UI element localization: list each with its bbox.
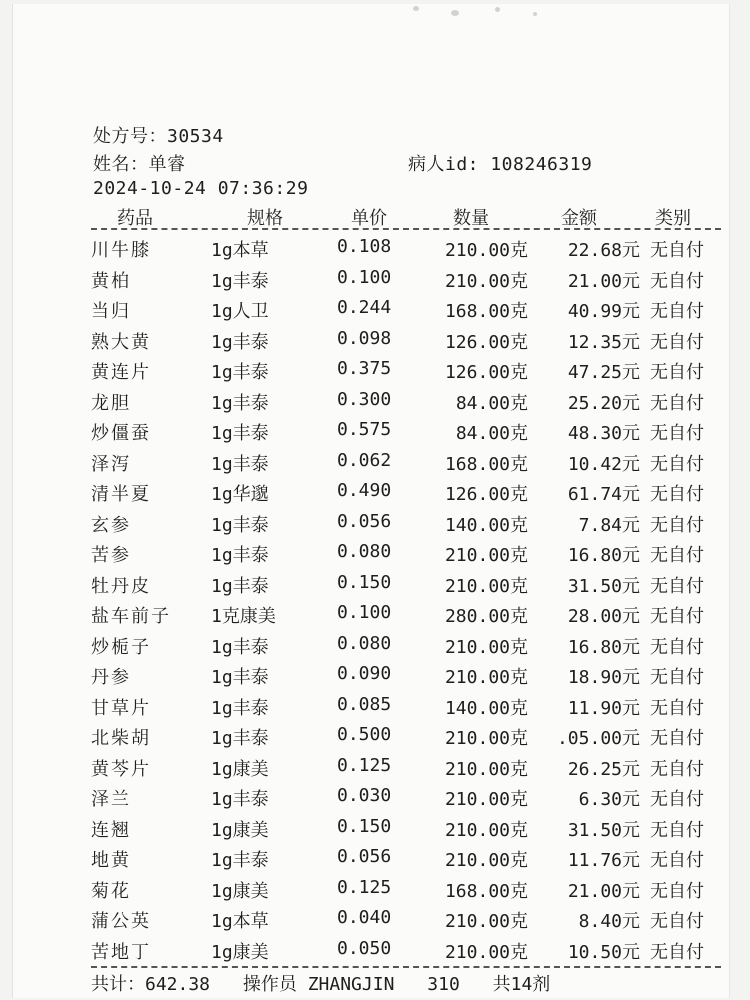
drug-spec: 1g丰泰 (211, 423, 269, 444)
category: 无自付 (650, 667, 704, 688)
quantity: 210.00克 (444, 270, 528, 292)
quantity: 210.00克 (444, 240, 528, 261)
drug-spec: 1g丰泰 (211, 636, 269, 658)
footer-divider (91, 966, 721, 968)
operator: 操作员 ZHANGJIN (242, 974, 395, 995)
amount: 61.74元 (567, 484, 640, 505)
amount: 16.80元 (567, 636, 640, 658)
table-row (13, 814, 729, 845)
drug-name: 泽泻 (91, 453, 131, 475)
drug-name: 菊花 (91, 880, 131, 902)
quantity: 210.00克 (444, 545, 528, 566)
prescription-number: 处方号：30534 (93, 126, 224, 147)
drug-name: 蒲公英 (91, 911, 151, 932)
drug-spec: 1g康美 (211, 758, 269, 780)
dose-count: 共14剂 (492, 974, 551, 995)
amount: 16.80元 (567, 545, 640, 566)
table-row (13, 387, 729, 418)
drug-name: 泽兰 (91, 789, 131, 810)
drug-spec: 1g丰泰 (211, 575, 269, 597)
patient-name: 姓名：单睿 (93, 154, 186, 175)
total-amount: 共计：642.38 (91, 974, 211, 995)
drug-name: 黄连片 (91, 362, 151, 383)
quantity: 168.00克 (444, 453, 528, 475)
unit-price: 0.300 (337, 388, 392, 410)
quantity: 140.00克 (444, 697, 528, 719)
unit-price: 0.030 (337, 785, 392, 806)
table-row (13, 783, 729, 814)
quantity: 210.00克 (444, 728, 528, 749)
drug-spec: 1g丰泰 (211, 728, 269, 749)
quantity: 84.00克 (455, 423, 528, 444)
amount: 47.25元 (567, 362, 640, 383)
drug-name: 清半夏 (91, 484, 151, 505)
paper-speck (451, 10, 459, 16)
quantity: 126.00克 (444, 484, 528, 505)
category: 无自付 (650, 880, 704, 902)
quantity: 168.00克 (444, 301, 528, 322)
drug-spec: 1g康美 (211, 941, 269, 963)
drug-name: 苦地丁 (91, 941, 151, 963)
table-row (13, 478, 729, 509)
unit-price: 0.040 (337, 907, 392, 928)
drug-name: 玄参 (91, 514, 131, 536)
paper-speck (533, 12, 537, 16)
unit-price: 0.108 (337, 236, 392, 257)
unit-price: 0.056 (337, 510, 392, 532)
quantity: 140.00克 (444, 514, 528, 536)
amount: 40.99元 (567, 301, 640, 322)
drug-name: 苦参 (91, 545, 131, 566)
unit-price: 0.575 (337, 419, 392, 440)
paper-speck (413, 6, 419, 11)
category: 无自付 (650, 423, 704, 444)
table-row (13, 326, 729, 357)
drug-name: 炒僵蚕 (91, 423, 151, 444)
drug-name: 北柴胡 (91, 728, 151, 749)
drug-name: 炒栀子 (91, 636, 151, 658)
prescription-receipt (12, 4, 730, 998)
drug-table (13, 234, 729, 966)
table-row (13, 875, 729, 906)
category: 无自付 (650, 819, 704, 841)
quantity: 210.00克 (444, 636, 528, 658)
drug-name: 黄芩片 (91, 758, 151, 780)
table-row (13, 753, 729, 784)
table-row (13, 844, 729, 875)
drug-spec: 1g康美 (211, 880, 269, 902)
column-quantity: 数量 (453, 208, 489, 229)
column-amount: 金额 (561, 208, 597, 229)
category: 无自付 (650, 240, 704, 261)
unit-price: 0.125 (337, 876, 392, 898)
amount: 22.68元 (567, 240, 640, 261)
category: 无自付 (650, 331, 704, 353)
category: 无自付 (650, 789, 704, 810)
category: 无自付 (650, 545, 704, 566)
drug-name: 川牛膝 (91, 240, 151, 261)
unit-price: 0.080 (337, 632, 392, 654)
drug-spec: 1g本草 (211, 240, 269, 261)
amount: 25.20元 (567, 392, 640, 414)
patient-id: 病人id: 108246319 (408, 154, 593, 175)
drug-spec: 1g康美 (211, 819, 269, 841)
category: 无自付 (650, 911, 704, 932)
drug-name: 熟大黄 (91, 331, 151, 353)
table-row (13, 570, 729, 601)
unit-price: 0.375 (337, 358, 392, 379)
category: 无自付 (650, 697, 704, 719)
drug-spec: 1g丰泰 (211, 850, 269, 871)
category: 无自付 (650, 636, 704, 658)
quantity: 280.00克 (444, 606, 528, 627)
amount: 8.40元 (578, 911, 640, 932)
table-row (13, 295, 729, 326)
drug-spec: 1g本草 (211, 911, 269, 932)
quantity: 210.00克 (444, 819, 528, 841)
drug-name: 牡丹皮 (91, 575, 151, 597)
drug-spec: 1克康美 (211, 606, 276, 627)
table-row (13, 936, 729, 967)
drug-name: 甘草片 (91, 697, 151, 719)
drug-name: 当归 (91, 301, 131, 322)
unit-price: 0.098 (337, 327, 392, 349)
category: 无自付 (650, 453, 704, 475)
quantity: 168.00克 (444, 880, 528, 902)
amount: 48.30元 (567, 423, 640, 444)
drug-name: 连翘 (91, 819, 131, 841)
column-price: 单价 (351, 208, 387, 229)
amount: 11.90元 (567, 697, 640, 719)
operator-code: 310 (427, 974, 460, 995)
unit-price: 0.244 (337, 297, 392, 318)
amount: 26.25元 (567, 758, 640, 780)
drug-name: 盐车前子 (91, 606, 171, 627)
quantity: 210.00克 (444, 575, 528, 597)
unit-price: 0.050 (337, 937, 392, 959)
category: 无自付 (650, 301, 704, 322)
unit-price: 0.100 (337, 602, 392, 623)
amount: 6.30元 (578, 789, 640, 810)
quantity: 210.00克 (444, 941, 528, 963)
table-row (13, 722, 729, 753)
unit-price: 0.150 (337, 571, 392, 593)
amount: 12.35元 (567, 331, 640, 353)
quantity: 210.00克 (444, 789, 528, 810)
prescription-datetime: 2024-10-24 07:36:29 (93, 178, 309, 199)
unit-price: 0.085 (337, 693, 392, 715)
unit-price: 0.062 (337, 449, 392, 471)
unit-price: 0.125 (337, 754, 392, 776)
drug-spec: 1g丰泰 (211, 392, 269, 414)
category: 无自付 (650, 270, 704, 292)
table-row (13, 661, 729, 692)
quantity: 84.00克 (455, 392, 528, 414)
paper-marks (403, 4, 553, 20)
drug-spec: 1g丰泰 (211, 667, 269, 688)
table-row (13, 417, 729, 448)
table-row (13, 448, 729, 479)
amount: 11.76元 (567, 850, 640, 871)
category: 无自付 (650, 362, 704, 383)
unit-price: 0.090 (337, 663, 392, 684)
table-row (13, 905, 729, 936)
unit-price: 0.100 (337, 266, 392, 288)
amount: 10.50元 (567, 941, 640, 963)
unit-price: 0.490 (337, 480, 392, 501)
paper-speck (495, 7, 500, 12)
drug-spec: 1g丰泰 (211, 545, 269, 566)
amount: 10.42元 (567, 453, 640, 475)
category: 无自付 (650, 941, 704, 963)
table-row (13, 631, 729, 662)
category: 无自付 (650, 575, 704, 597)
drug-spec: 1g丰泰 (211, 270, 269, 292)
table-row (13, 234, 729, 265)
category: 无自付 (650, 514, 704, 536)
quantity: 210.00克 (444, 850, 528, 871)
receipt-footer (91, 970, 572, 996)
drug-name: 丹参 (91, 667, 131, 688)
drug-spec: 1g丰泰 (211, 514, 269, 536)
drug-spec: 1g华邈 (211, 484, 269, 505)
amount: 31.50元 (567, 819, 640, 841)
drug-spec: 1g丰泰 (211, 331, 269, 353)
table-row (13, 265, 729, 296)
amount: 21.00元 (567, 880, 640, 902)
category: 无自付 (650, 392, 704, 414)
drug-spec: 1g人卫 (211, 301, 269, 322)
category: 无自付 (650, 606, 704, 627)
category: 无自付 (650, 728, 704, 749)
unit-price: 0.056 (337, 846, 392, 867)
drug-name: 地黄 (91, 850, 131, 871)
quantity: 210.00克 (444, 667, 528, 688)
quantity: 126.00克 (444, 362, 528, 383)
amount: 31.50元 (567, 575, 640, 597)
drug-spec: 1g丰泰 (211, 697, 269, 719)
unit-price: 0.080 (337, 541, 392, 562)
amount: .05.00元 (556, 728, 640, 749)
column-category: 类别 (655, 208, 691, 229)
unit-price: 0.500 (337, 724, 392, 745)
amount: 18.90元 (567, 667, 640, 688)
drug-name: 黄柏 (91, 270, 131, 292)
drug-spec: 1g丰泰 (211, 789, 269, 810)
table-row (13, 600, 729, 631)
table-row (13, 539, 729, 570)
quantity: 126.00克 (444, 331, 528, 353)
drug-spec: 1g丰泰 (211, 362, 269, 383)
drug-name: 龙胆 (91, 392, 131, 414)
category: 无自付 (650, 758, 704, 780)
column-spec: 规格 (247, 208, 283, 229)
table-row (13, 509, 729, 540)
amount: 21.00元 (567, 270, 640, 292)
table-row (13, 356, 729, 387)
unit-price: 0.150 (337, 815, 392, 837)
quantity: 210.00克 (444, 911, 528, 932)
column-drug: 药品 (117, 208, 153, 229)
table-header (13, 204, 729, 230)
amount: 7.84元 (578, 514, 640, 536)
drug-spec: 1g丰泰 (211, 453, 269, 475)
quantity: 210.00克 (444, 758, 528, 780)
table-row (13, 692, 729, 723)
category: 无自付 (650, 484, 704, 505)
amount: 28.00元 (567, 606, 640, 627)
category: 无自付 (650, 850, 704, 871)
header-divider (91, 228, 721, 230)
